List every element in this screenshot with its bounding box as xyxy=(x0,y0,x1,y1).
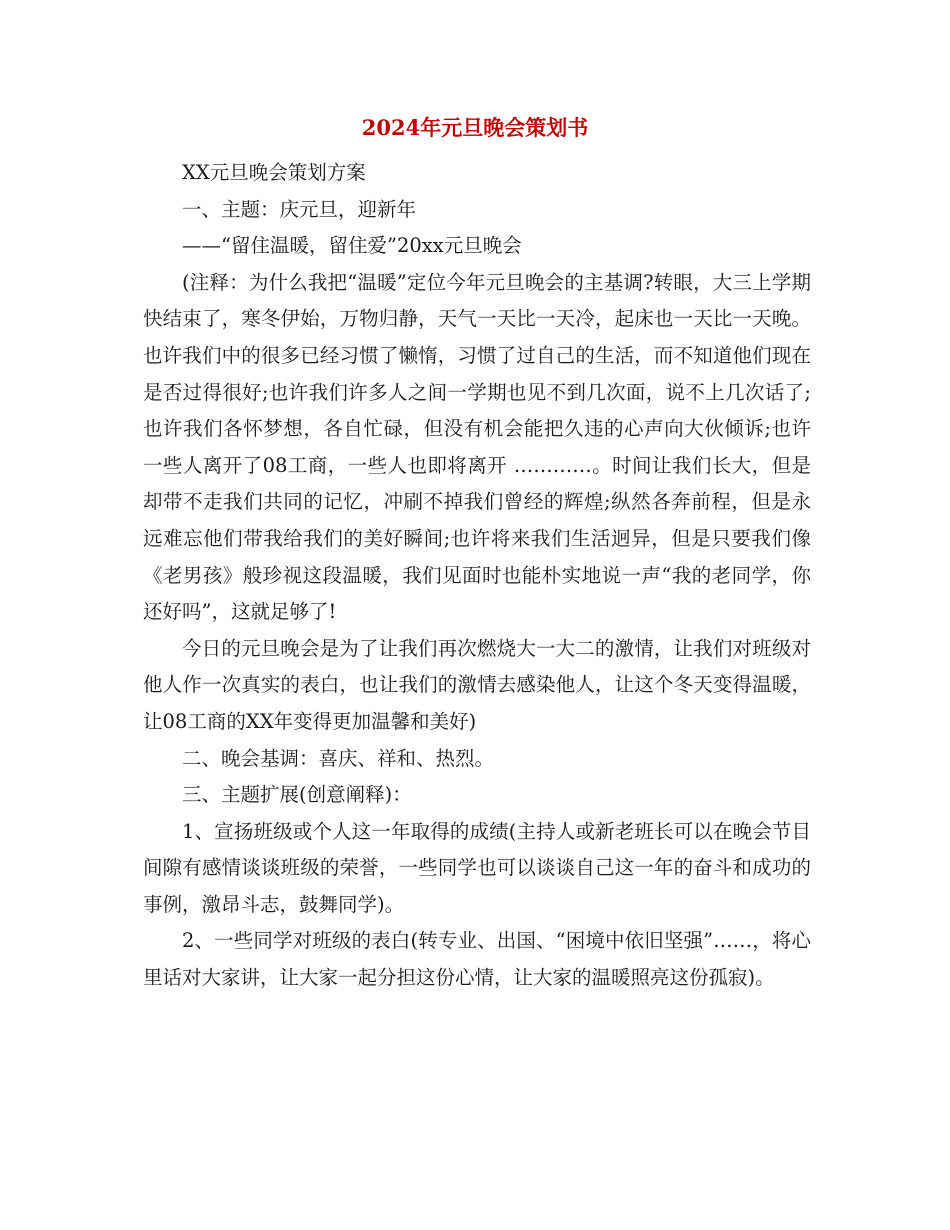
paragraph-plan-name: XX元旦晚会策划方案 xyxy=(182,161,366,184)
paragraph-annotation: (注释：为什么我把“温暖”定位今年元旦晚会的主基调?转眼，大三上学期快结束了，寒冬伊始，万物归静，天气一天比一天冷，起床也一天比一天晚。也许我们中的很多已经习惯了懒惰，习惯了过自己的生活，而不知道他们现在是否过得很好;也许我们许多人之间一学期也见不到几次面，说不上几次话了;也许我们各怀梦想，各自忙碌，但没有机会能把久违的心声向大伙倾诉;也许一些人离开了08工商，一些人也即将离开 …………。时间让我们长大，但是却带不走我们共同的记忆，冲刷不掉我们曾经的辉煌;纵然各奔前程，但是永远难忘他们带我给我们的美好瞬间;也许将来我们生活迥异，但是只要我们像《老男孩》般珍视这段温暖，我们见面时也能朴实地说一声“我的老同学，你还好吗”，这就足够了! xyxy=(143,270,811,624)
paragraph-item-2: 2、一些同学对班级的表白(转专业、出国、“困境中依旧坚强”……，将心里话对大家讲，让大家一起分担这份心情，让大家的温暖照亮这份孤寂)。 xyxy=(143,929,811,990)
paragraph-expansion-heading: 三、主题扩展(创意阐释)： xyxy=(182,783,412,807)
paragraph-tone: 二、晚会基调：喜庆、祥和、热烈。 xyxy=(182,746,495,770)
paragraph-slogan: ——“留住温暖，留住爱”20xx元旦晚会 xyxy=(182,234,522,258)
document-title: 2024年元旦晚会策划书 xyxy=(361,115,589,140)
document-body xyxy=(143,155,811,997)
paragraph-item-1: 1、宣扬班级或个人这一年取得的成绩(主持人或新老班长可以在晚会节目间隙有感情谈谈班级的荣誉，一些同学也可以谈谈自己这一年的奋斗和成功的事例，激昂斗志，鼓舞同学)。 xyxy=(143,819,811,916)
paragraph-purpose: 今日的元旦晚会是为了让我们再次燃烧大一大二的激情，让我们对班级对他人作一次真实的表白，也让我们的激情去感染他人，让这个冬天变得温暖，让08工商的XX年变得更加温馨和美好) xyxy=(143,636,811,733)
paragraph-theme: 一、主题：庆元旦，迎新年 xyxy=(182,197,417,221)
